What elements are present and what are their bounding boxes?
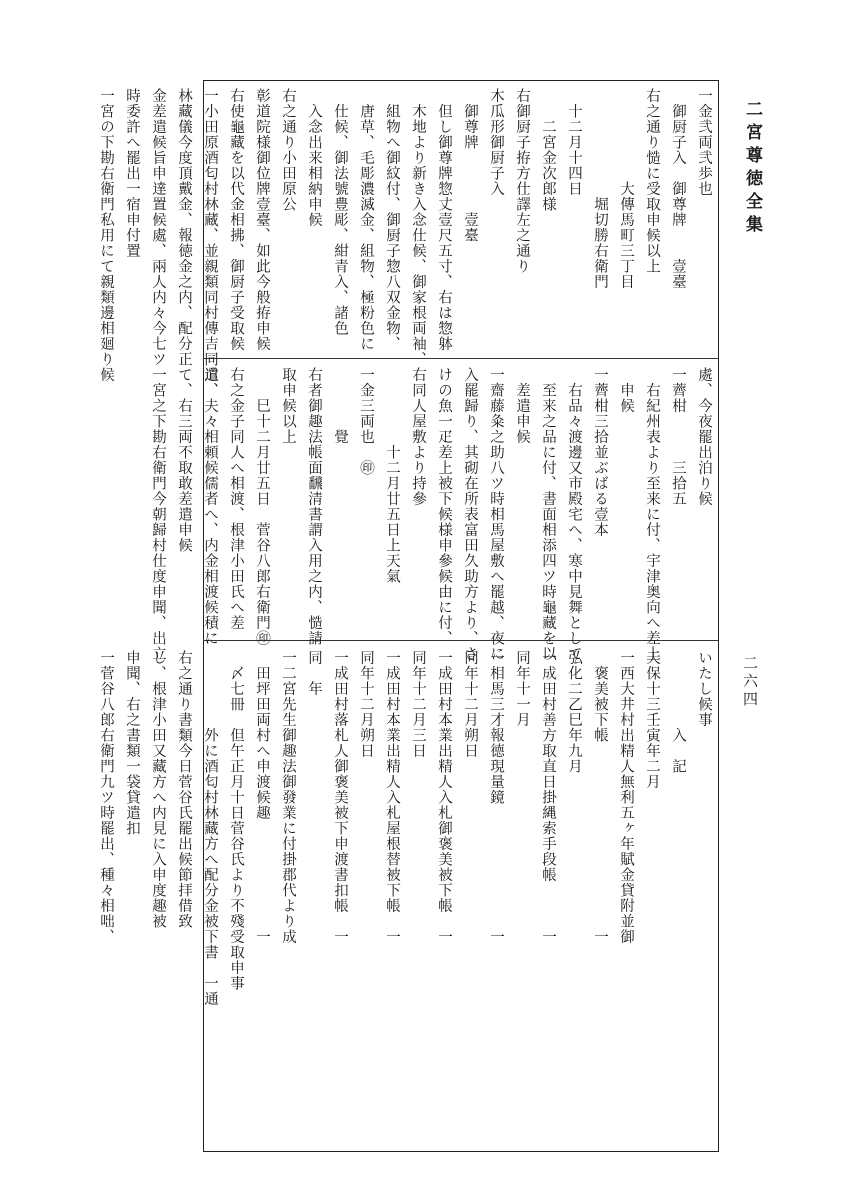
upper-text-line: 林藏儀今度頂戴金、報徳金之内、配分正 bbox=[176, 88, 192, 367]
middle-text-line: 一薺柑 三拾五 bbox=[670, 367, 686, 507]
page-number: 二六四 bbox=[741, 655, 759, 709]
middle-text-line: 差遣申候 bbox=[514, 367, 530, 445]
upper-text-line: 一金弐両弐歩也 bbox=[696, 88, 712, 197]
middle-text-line: 右紀州表より至来に付、宇津奥向へ差上 bbox=[644, 367, 660, 662]
lower-text-line: 同年十二月三日 bbox=[410, 650, 426, 759]
middle-text-line: 遣、夫々相頼候儒者へ、内金相渡候積に bbox=[202, 367, 218, 646]
lower-text-line: 右之通り書類今日菅谷氏罷出候節拝借致 bbox=[176, 650, 192, 929]
upper-text-line: 彰道院様御位牌壹臺、如此今般拵申候 bbox=[254, 88, 270, 352]
middle-text-line: けの魚一疋差上被下候様申參候由に付、 bbox=[436, 367, 452, 646]
middle-text-line: 一薺柑三拾並ぶばる壹本 bbox=[592, 367, 608, 538]
middle-text-line: 入罷歸り、其砌在所表富田久助方より、さ bbox=[462, 367, 478, 662]
lower-text-line: 一成田村善方取直日掛縄索手段帳 一 bbox=[540, 650, 556, 945]
upper-text-line: 唐草、毛彫濃滅金、組物、極粉色に bbox=[358, 88, 374, 352]
middle-text-line: 處、今夜罷出泊り候 bbox=[696, 367, 712, 507]
lower-text-line: 弘化二乙巳年九月 bbox=[566, 650, 582, 774]
upper-text-line: 堀切勝右衛門 bbox=[592, 88, 608, 290]
upper-text-line: 但し御尊牌惣丈壹尺五寸、右は惣躰 bbox=[436, 88, 452, 352]
lower-text-line: 一西大井村出精人無利五ヶ年賦金貸附並御 bbox=[618, 650, 634, 945]
middle-text-line: 覺 bbox=[332, 367, 348, 445]
lower-text-line: 入 記 bbox=[670, 650, 686, 774]
middle-text-line: 一宮之下勘右衛門今朝歸村仕度申聞、出立 bbox=[150, 367, 166, 662]
middle-text-line: 右同人屋敷より持參 bbox=[410, 367, 426, 507]
upper-text-line: 組物へ御紋付、御厨子惣八双金物、 bbox=[384, 88, 400, 352]
upper-text-line: 十二月十四日 bbox=[566, 88, 582, 197]
lower-text-line: 外に酒匂村林藏方へ配分金被下書 一通 bbox=[202, 650, 218, 1007]
upper-text-line: 大傳馬町三丁目 bbox=[618, 88, 634, 290]
lower-text-line: いたし候事 bbox=[696, 650, 712, 728]
upper-text-line: 二宮金次郎様 bbox=[540, 88, 556, 212]
middle-text-line: 至来之品に付、書面相添四ツ時龜藏を以 bbox=[540, 367, 556, 662]
middle-text-line: 巳十二月廿五日 菅谷八郎右衛門㊞ bbox=[254, 367, 270, 646]
middle-section bbox=[150, 367, 717, 662]
lower-text-line: 一成田村本業出精人入札御褒美被下帳 一 bbox=[436, 650, 452, 945]
middle-text-line: 取申候以上 bbox=[280, 367, 296, 445]
lower-text-line: し、根津小田又藏方へ内見に入申度趣被 bbox=[150, 650, 166, 929]
upper-text-line: 仕候、御法號豊彫、紺青入、諸色 bbox=[332, 88, 348, 336]
lower-text-line: 一成田村落札人御褒美被下申渡書扣帳 一 bbox=[332, 650, 348, 945]
lower-text-line: 天保十三壬寅年二月 bbox=[644, 650, 660, 790]
lower-text-line: 同年十二月朔日 bbox=[358, 650, 374, 759]
middle-text-line: 右品々渡邊又市殿宅へ、寒中見舞として bbox=[566, 367, 582, 662]
lower-text-line: 申聞、右之書類一袋貸遣扣 bbox=[124, 650, 140, 836]
middle-text-line: て、右三両不取敢差遣申候 bbox=[176, 367, 192, 553]
upper-text-line: 御尊牌 壹臺 bbox=[462, 88, 478, 243]
upper-text-line: 一宮の下勘右衛門私用にて親類邊相廻り候 bbox=[98, 88, 114, 383]
upper-text-line: 右之通り小田原公 bbox=[280, 88, 296, 212]
lower-text-line: 一相馬三才報德現量鏡 一 bbox=[488, 650, 504, 945]
middle-text-line: 右者御趣法帳面飜清書謂入用之内、慥請 bbox=[306, 367, 322, 646]
lower-text-line: 田坪田両村へ申渡候趣 一 bbox=[254, 650, 270, 945]
book-title: 二宮尊徳全集 bbox=[742, 100, 762, 238]
upper-text-line: 御厨子入 御尊牌 壹臺 bbox=[670, 88, 686, 290]
section-divider-1 bbox=[203, 358, 719, 359]
middle-text-line: 右之金子同人へ相渡、根津小田氏へ差 bbox=[228, 367, 244, 631]
upper-text-line: 右使龜藏を以代金相拂、御厨子受取候 bbox=[228, 88, 244, 352]
section-divider-2 bbox=[203, 640, 719, 641]
upper-text-line: 一小田原酒匂村林藏、並親類同村傳吉同道、 bbox=[202, 88, 218, 398]
lower-text-line: 同年十一月 bbox=[514, 650, 530, 728]
upper-text-line: 木地より新き入念仕候、御家根両袖、 bbox=[410, 88, 426, 367]
middle-text-line: 一齋藤粂之助八ツ時相馬屋敷へ罷越、夜に bbox=[488, 367, 504, 662]
lower-text-line: 同 年 bbox=[306, 650, 322, 697]
middle-text-line: 十二月廿五日上天氣 bbox=[384, 367, 400, 584]
upper-text-line: 入念出来相納申候 bbox=[306, 88, 322, 228]
middle-text-line: 一金三両也 ㊞ bbox=[358, 367, 374, 476]
lower-text-line: 一成田村本業出精人入札屋根替被下帳 一 bbox=[384, 650, 400, 945]
lower-text-line: 〆七冊 但午正月十日菅谷氏より不殘受取申事 bbox=[228, 650, 244, 991]
middle-text-line: 申候 bbox=[618, 367, 634, 414]
upper-section bbox=[98, 88, 717, 398]
lower-section bbox=[98, 650, 717, 1146]
upper-text-line: 金差遣候旨申達置候處、兩人内々今七ツ bbox=[150, 88, 166, 367]
lower-text-line: 一菅谷八郎右衛門九ツ時罷出、種々相咄、 bbox=[98, 650, 114, 945]
upper-text-line: 時委許へ罷出一宿申付置 bbox=[124, 88, 140, 259]
upper-text-line: 木瓜形御厨子入 bbox=[488, 88, 504, 197]
lower-text-line: 褒美被下帳 一 bbox=[592, 650, 608, 945]
upper-text-line: 右之通り慥に受取申候以上 bbox=[644, 88, 660, 274]
lower-text-line: 一二宮先生御趣法御發業に付掛郡代より成 bbox=[280, 650, 296, 945]
lower-text-line: 同年十二月朔日 bbox=[462, 650, 478, 759]
upper-text-line: 右御厨子拵方仕譯左之通り bbox=[514, 88, 530, 274]
